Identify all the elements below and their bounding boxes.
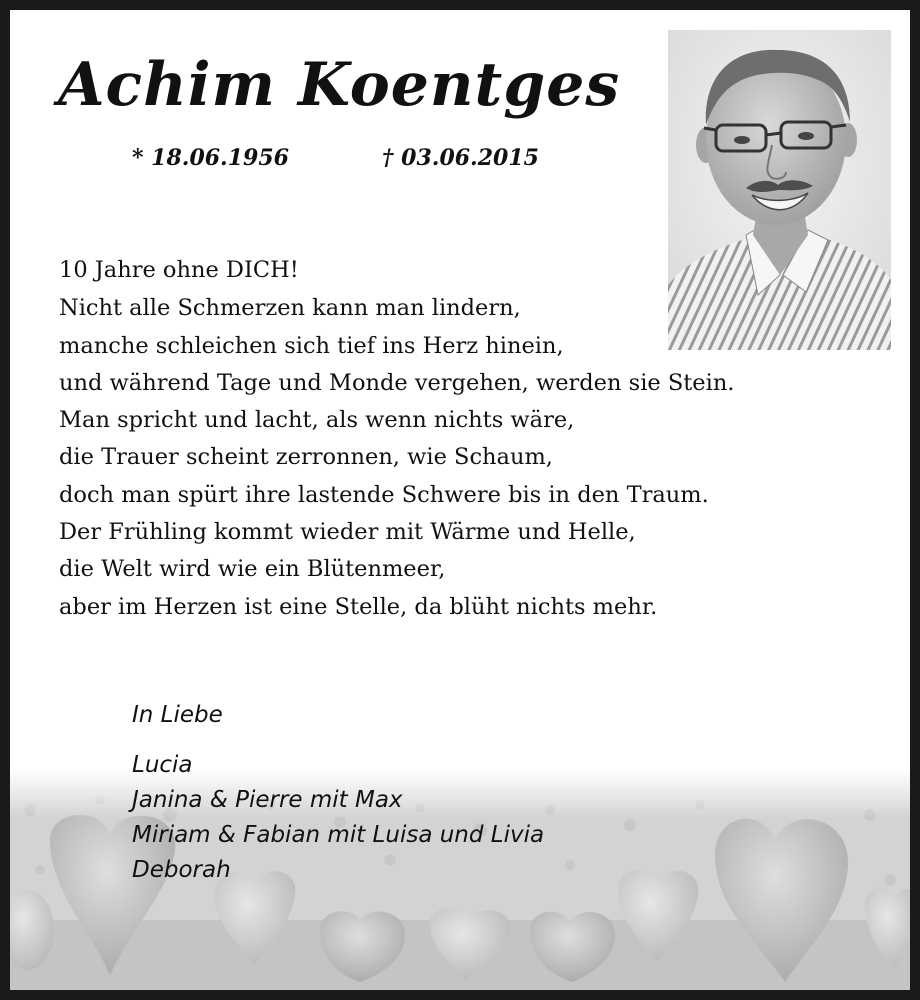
poem-line: Man spricht und lacht, als wenn nichts wäre, [59,407,575,434]
poem-line: manche schleichen sich tief ins Herz hinein, [59,332,564,359]
deceased-name: Achim Koentges [58,50,621,120]
obituary-card [10,10,910,990]
poem-line: aber im Herzen ist eine Stelle, da blüht nichts mehr. [59,593,658,620]
poem-line: doch man spürt ihre lastende Schwere bis in den Traum. [59,481,709,508]
mourner-name: Janina & Pierre mit Max [132,787,403,813]
mourner-name: Miriam & Fabian mit Luisa und Livia [132,822,545,848]
life-dates [10,145,610,175]
birth-date: * 18.06.1956 [132,145,289,171]
death-date: † 03.06.2015 [382,145,539,171]
signoff: In Liebe [132,702,223,728]
poem-line: die Trauer scheint zerronnen, wie Schaum, [59,444,553,471]
mourner-name: Lucia [132,752,193,778]
poem-line: und während Tage und Monde vergehen, werden sie Stein. [59,369,735,396]
mourners-list [132,748,544,888]
poem-line: Nicht alle Schmerzen kann man lindern, [59,295,521,322]
mourner-name: Deborah [132,857,231,883]
poem [59,252,879,626]
poem-line: Der Frühling kommt wieder mit Wärme und Helle, [59,519,636,546]
poem-line: die Welt wird wie ein Blütenmeer, [59,556,446,583]
poem-heading: 10 Jahre ohne DICH! [59,257,299,283]
